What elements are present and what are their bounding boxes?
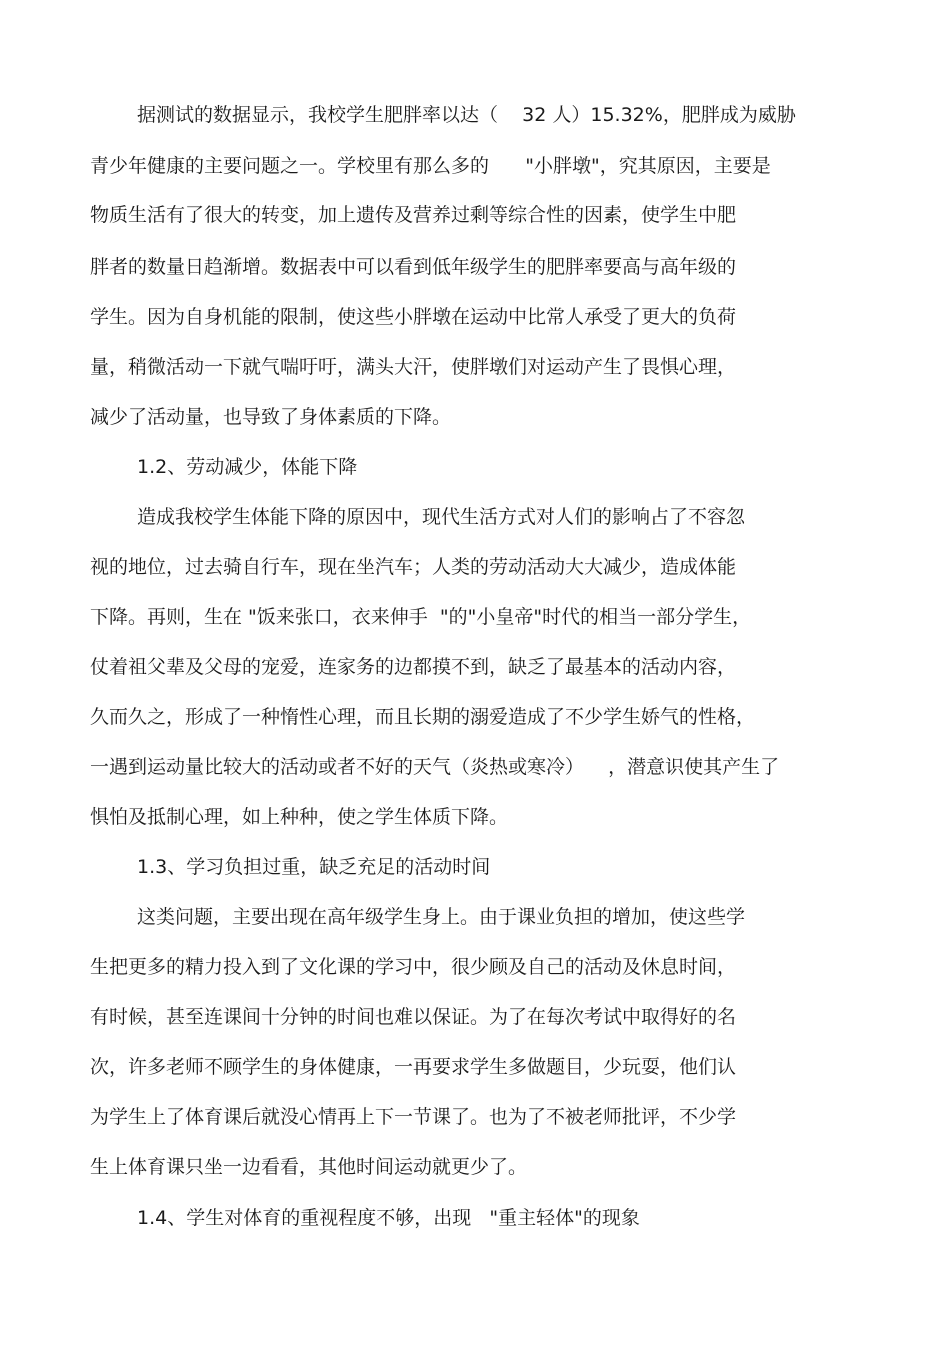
body-text-line: 胖者的数量日趋渐增。数据表中可以看到低年级学生的肥胖率要高与高年级的 [90,256,737,278]
body-text-line: 次，许多老师不顾学生的身体健康，一再要求学生多做题目，少玩耍，他们认 [90,1056,737,1078]
section-heading: 1.4、学生对体育的重视程度不够，出现 "重主轻体"的现象 [137,1207,640,1229]
section-heading: 1.3、学习负担过重，缺乏充足的活动时间 [137,856,491,878]
body-text-line: 物质生活有了很大的转变，加上遗传及营养过剩等综合性的因素，使学生中肥 [90,204,737,226]
body-text-line: 生把更多的精力投入到了文化课的学习中，很少顾及自己的活动及休息时间， [90,956,737,978]
body-text-line: 据测试的数据显示，我校学生肥胖率以达（ 32 人）15.32%，肥胖成为威胁 [137,104,796,126]
body-text-line: 青少年健康的主要问题之一。学校里有那么多的 "小胖墩"，究其原因，主要是 [90,155,771,177]
body-text-line: 生上体育课只坐一边看看，其他时间运动就更少了。 [90,1156,528,1178]
body-text-line: 下降。再则，生在 "饭来张口，衣来伸手 "的"小皇帝"时代的相当一部分学生， [90,606,752,628]
body-text-line: 仗着祖父辈及父母的宠爱，连家务的边都摸不到，缺乏了最基本的活动内容， [90,656,737,678]
body-text-line: 学生。因为自身机能的限制，使这些小胖墩在运动中比常人承受了更大的负荷 [90,306,737,328]
body-text-line: 有时候，甚至连课间十分钟的时间也难以保证。为了在每次考试中取得好的名 [90,1006,737,1028]
body-text-line: 视的地位，过去骑自行车，现在坐汽车；人类的劳动活动大大减少，造成体能 [90,556,737,578]
body-text-line: 造成我校学生体能下降的原因中，现代生活方式对人们的影响占了不容忽 [137,506,746,528]
body-text-line: 久而久之，形成了一种惰性心理，而且长期的溺爱造成了不少学生娇气的性格， [90,706,756,728]
body-text-line: 这类问题，主要出现在高年级学生身上。由于课业负担的增加，使这些学 [137,906,746,928]
section-heading: 1.2、劳动减少，体能下降 [137,456,358,478]
body-text-line: 量，稍微活动一下就气喘吁吁，满头大汗，使胖墩们对运动产生了畏惧心理， [90,356,737,378]
body-text-line: 一遇到运动量比较大的活动或者不好的天气（炎热或寒冷） ，潜意识使其产生了 [90,756,780,778]
body-text-line: 为学生上了体育课后就没心情再上下一节课了。也为了不被老师批评，不少学 [90,1106,737,1128]
body-text-line: 减少了活动量，也导致了身体素质的下降。 [90,406,452,428]
body-text-line: 惧怕及抵制心理，如上种种，使之学生体质下降。 [90,806,509,828]
